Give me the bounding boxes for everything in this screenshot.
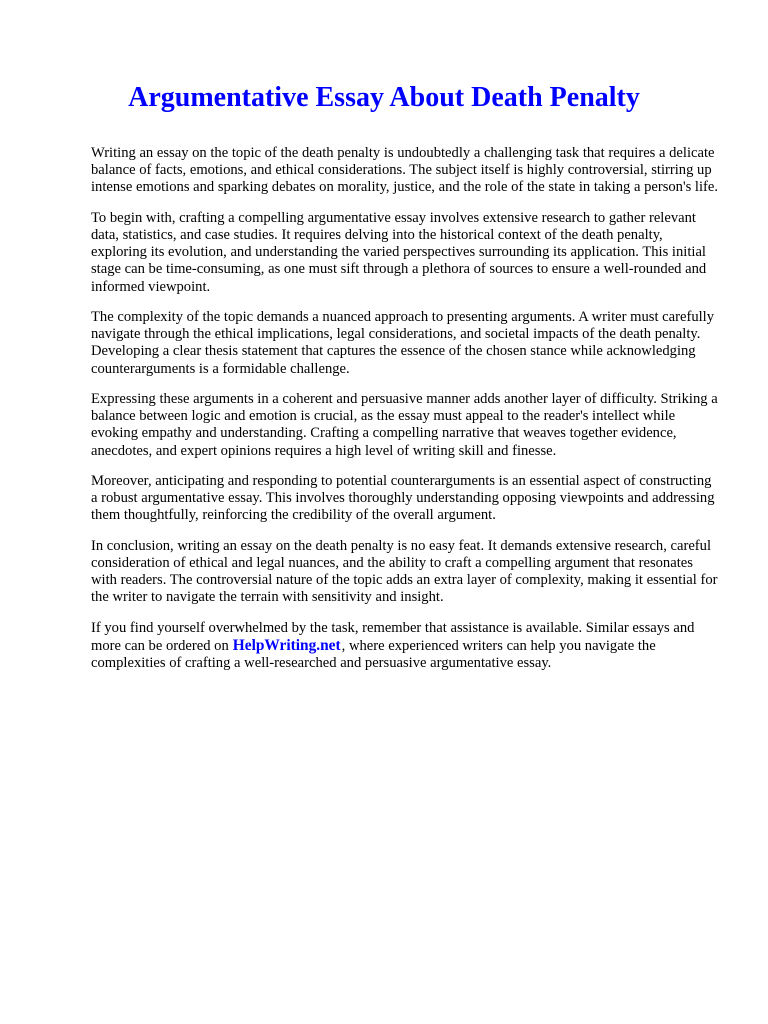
paragraph-research: To begin with, crafting a compelling argumentative essay involves extensive research to gather relevant data, statistics, and case studies. It requires delving into the historical context of the death penalty, exploring its evolution, and understanding the varied perspectives surrounding its application. This initial stage can be time-consuming, as one must sift through a plethora of sources to ensure a well-rounded and informed viewpoint.: [91, 209, 707, 295]
final-text-before-link: If you find yourself overwhelmed by the task, remember that assistance is available. Similar essays and more can be ordered on: [91, 619, 695, 654]
paragraph-counterarguments: Moreover, anticipating and responding to potential counterarguments is an essential aspect of constructing a robust argumentative essay. This involves thoroughly understanding opposing viewpoints and addressing them thoughtfully, reinforcing the credibility of the overall argument.: [91, 473, 715, 524]
paragraph-expression: Expressing these arguments in a coherent and persuasive manner adds another layer of difficulty. Striking a balance between logic and emotion is crucial, as the essay must appeal to the reader's intellect while evoking empathy and understanding. Crafting a compelling narrative that weaves together evidence, anecdotes, and expert opinions requires a high level of writing skill and finesse.: [91, 391, 718, 459]
essay-body: [91, 145, 719, 686]
final-text-after-link: , where experienced writers can help you navigate the complexities of crafting a well-researched and persuasive argumentative essay.: [91, 638, 656, 672]
paragraph-complexity: The complexity of the topic demands a nuanced approach to presenting arguments. A writer must carefully navigate through the ethical implications, legal considerations, and societal impacts of the death penalty. Developing a clear thesis statement that captures the essence of the chosen stance while acknowledging counterarguments is a formidable challenge.: [91, 309, 715, 377]
paragraph-conclusion: In conclusion, writing an essay on the death penalty is no easy feat. It demands extensive research, careful consideration of ethical and legal nuances, and the ability to craft a compelling argument that resonates with readers. The controversial nature of the topic adds an extra layer of complexity, making it essential for the writer to navigate the terrain with sensitivity and insight.: [91, 537, 718, 606]
page-title: Argumentative Essay About Death Penalty: [128, 82, 640, 113]
paragraph-intro: Writing an essay on the topic of the death penalty is undoubtedly a challenging task that requires a delicate balance of facts, emotions, and ethical considerations. The subject itself is highly controversial, stirring up intense emotions and sparking debates on morality, justice, and the role of the state in taking a person's life.: [91, 145, 719, 196]
helpwriting-link[interactable]: HelpWriting.net: [232, 637, 341, 654]
paragraph-final: [91, 620, 719, 673]
